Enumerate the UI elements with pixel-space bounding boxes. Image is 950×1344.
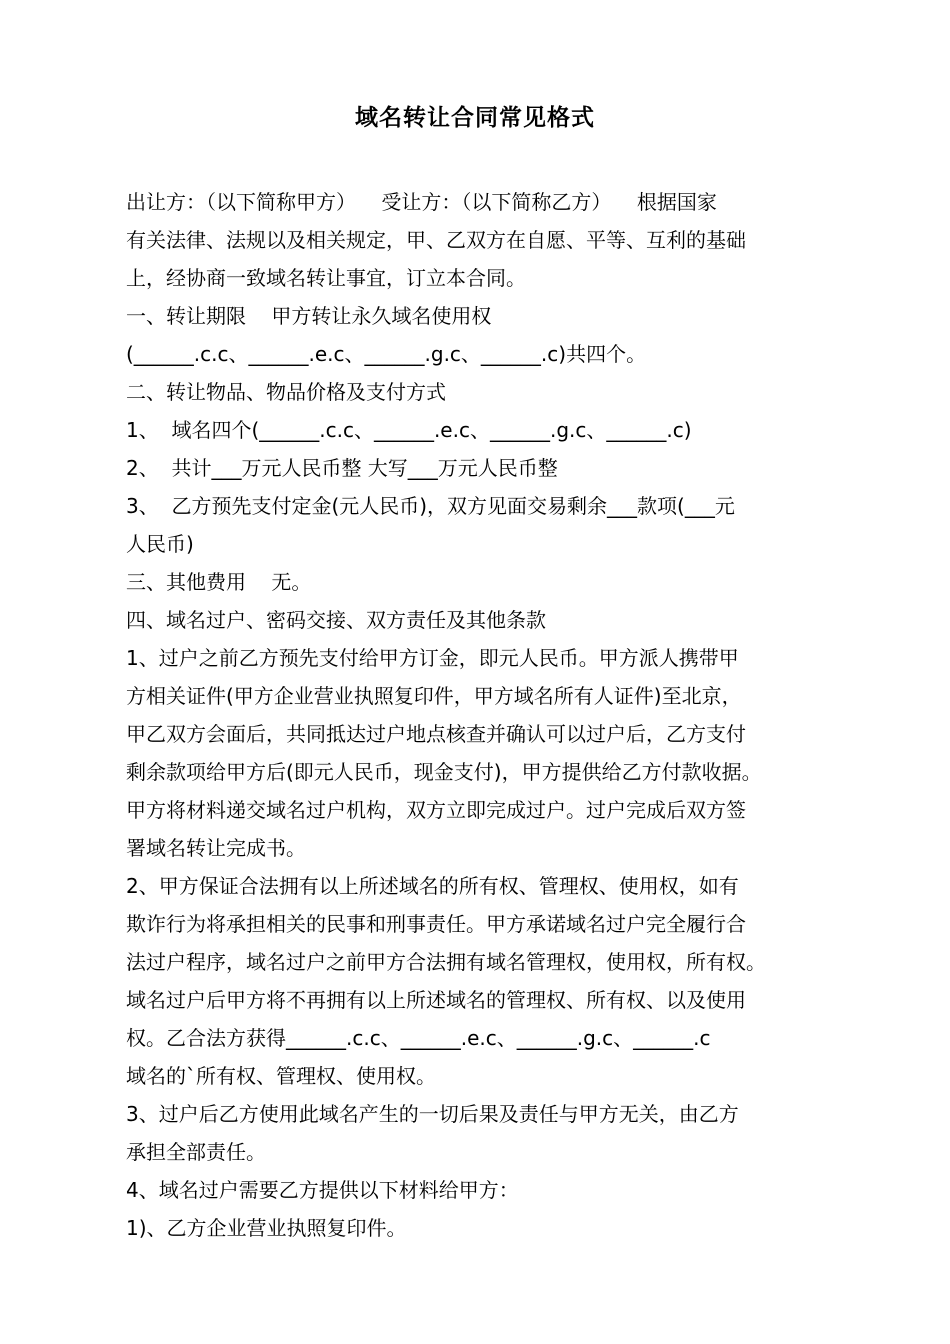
paragraph-line: 剩余款项给甲方后(即元人民币，现金支付)，甲方提供给乙方付款收据。: [126, 760, 762, 784]
paragraph-line: 域名的`所有权、管理权、使用权。: [126, 1064, 436, 1088]
paragraph-line: 出让方：（以下简称甲方） 受让方：（以下简称乙方） 根据国家: [126, 190, 717, 214]
section-heading: 二、转让物品、物品价格及支付方式: [126, 380, 446, 404]
list-item: 2、 共计___万元人民币整 大写___万元人民币整: [126, 456, 558, 480]
paragraph-line: 4、域名过户需要乙方提供以下材料给甲方：: [126, 1178, 519, 1202]
paragraph-line: 署域名转让完成书。: [126, 836, 306, 860]
section-heading: 三、其他费用 无。: [126, 570, 312, 594]
paragraph-line: 方相关证件(甲方企业营业执照复印件，甲方域名所有人证件)至北京，: [126, 684, 742, 708]
paragraph-line: 域名过户后甲方将不再拥有以上所述域名的管理权、所有权、以及使用: [126, 988, 746, 1012]
paragraph-line: 甲方将材料递交域名过户机构，双方立即完成过户。过户完成后双方签: [126, 798, 746, 822]
paragraph-line: 权。乙合法方获得______.c.c、______.e.c、______.g.c、______.c: [126, 1026, 711, 1050]
section-heading: 四、域名过户、密码交接、双方责任及其他条款: [126, 608, 546, 632]
list-item: 3、 乙方预先支付定金(元人民币)，双方见面交易剩余___款项(___元: [126, 494, 735, 518]
list-item: 1)、乙方企业营业执照复印件。: [126, 1216, 407, 1240]
paragraph-line: 1、过户之前乙方预先支付给甲方订金，即元人民币。甲方派人携带甲: [126, 646, 739, 670]
paragraph-line: 3、过户后乙方使用此域名产生的一切后果及责任与甲方无关，由乙方: [126, 1102, 739, 1126]
paragraph-line: 2、甲方保证合法拥有以上所述域名的所有权、管理权、使用权，如有: [126, 874, 739, 898]
document-title: 域名转让合同常见格式: [355, 105, 595, 131]
paragraph-line: (______.c.c、______.e.c、______.g.c、______.c)共四个。: [126, 342, 647, 366]
paragraph-line: 人民币): [126, 532, 194, 556]
paragraph-line: 承担全部责任。: [126, 1140, 266, 1164]
paragraph-line: 法过户程序，域名过户之前甲方合法拥有域名管理权，使用权，所有权。: [126, 950, 766, 974]
paragraph-line: 甲乙双方会面后，共同抵达过户地点核查并确认可以过户后，乙方支付: [126, 722, 746, 746]
paragraph-line: 欺诈行为将承担相关的民事和刑事责任。甲方承诺域名过户完全履行合: [126, 912, 746, 936]
paragraph-line: 有关法律、法规以及相关规定，甲、乙双方在自愿、平等、互利的基础: [126, 228, 746, 252]
section-heading: 一、转让期限 甲方转让永久域名使用权: [126, 304, 492, 328]
document-body: [126, 183, 836, 1247]
paragraph-line: 上，经协商一致域名转让事宜，订立本合同。: [126, 266, 526, 290]
list-item: 1、 域名四个(______.c.c、______.e.c、______.g.c、______.c): [126, 418, 692, 442]
